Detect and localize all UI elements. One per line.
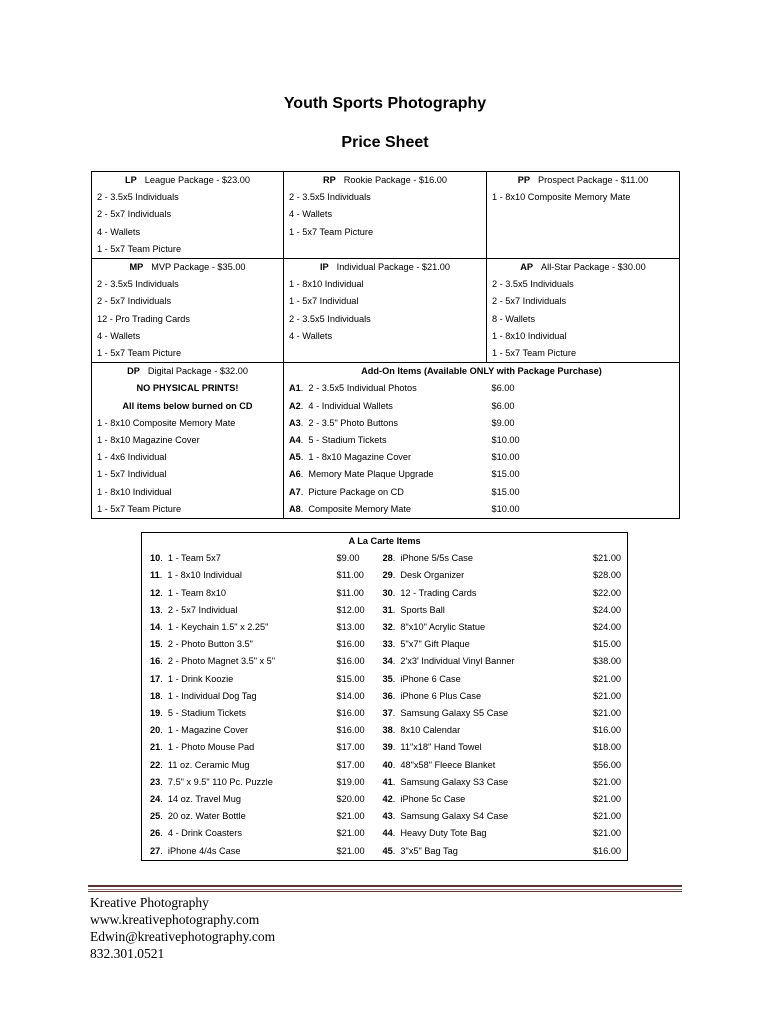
package-pp-header (487, 172, 680, 190)
package-item: 1 - 8x10 Magazine Cover (92, 432, 284, 449)
addon-item: A6. Memory Mate Plaque Upgrade (284, 466, 487, 483)
package-name: MVP Package - $35.00 (151, 262, 246, 273)
package-item (284, 241, 487, 259)
ala-carte-row (142, 619, 628, 636)
ala-carte-row (142, 774, 628, 791)
package-item: 8 - Wallets (487, 311, 680, 328)
ala-carte-item: 26. 4 - Drink Coasters (150, 828, 242, 839)
package-name: Prospect Package - $11.00 (538, 175, 649, 185)
addon-price: $10.00 (487, 501, 680, 519)
digital-note: NO PHYSICAL PRINTS! (92, 380, 284, 397)
package-item-row (92, 241, 680, 259)
ala-carte-header: A La Carte Items (348, 536, 421, 546)
package-item: 1 - 5x7 Team Picture (487, 345, 680, 363)
page-subtitle: Price Sheet (341, 134, 429, 151)
ala-carte-row (142, 636, 628, 653)
ala-carte-item: 37. Samsung Galaxy S5 Case (382, 708, 509, 719)
company-name: Kreative Photography (90, 895, 209, 910)
footer-divider (88, 891, 682, 892)
ala-carte-price: $20.00 (336, 794, 365, 805)
addon-item: A1. 2 - 3.5x5 Individual Photos (284, 380, 487, 397)
ala-carte-item: 44. Heavy Duty Tote Bag (382, 828, 487, 839)
package-ip-header (284, 259, 487, 277)
ala-carte-row (142, 808, 628, 825)
ala-carte-price: $21.00 (592, 708, 622, 719)
ala-carte-row (142, 550, 628, 567)
ala-carte-row (142, 791, 628, 808)
ala-carte-price: $16.00 (336, 639, 365, 650)
addon-row (92, 432, 680, 449)
package-item: 1 - 8x10 Composite Memory Mate (487, 189, 680, 206)
ala-carte-price: $21.00 (592, 673, 622, 684)
ala-carte-price: $28.00 (592, 570, 622, 581)
package-item: 1 - 5x7 Team Picture (92, 501, 284, 519)
package-item: 2 - 3.5x5 Individuals (487, 276, 680, 293)
ala-carte-item: 33. 5"x7" Gift Plaque (382, 639, 470, 650)
package-item: 4 - Wallets (284, 206, 487, 223)
package-name: Digital Package - $32.00 (147, 366, 248, 377)
ala-carte-price: $24.00 (592, 604, 622, 615)
addon-price: $9.00 (487, 415, 680, 432)
packages-table (91, 171, 680, 519)
ala-carte-price: $13.00 (336, 622, 365, 633)
addon-price: $15.00 (487, 466, 680, 483)
ala-carte-item: 10. 1 - Team 5x7 (150, 553, 221, 564)
package-item-row (92, 206, 680, 223)
addon-row (92, 484, 680, 501)
ala-carte-price: $21.00 (592, 828, 622, 839)
ala-carte-row (142, 653, 628, 670)
addon-row (92, 449, 680, 466)
package-item: 1 - 5x7 Team Picture (284, 224, 487, 241)
ala-carte-price: $38.00 (592, 656, 622, 667)
package-item: 1 - 8x10 Individual (487, 328, 680, 345)
package-name: League Package - $23.00 (144, 175, 250, 185)
digital-note: All items below burned on CD (92, 398, 284, 415)
ala-carte-item: 25. 20 oz. Water Bottle (150, 811, 246, 822)
ala-carte-item: 35. iPhone 6 Case (382, 673, 461, 684)
package-item: 1 - 4x6 Individual (92, 449, 284, 466)
ala-carte-item: 19. 5 - Stadium Tickets (150, 708, 247, 719)
package-name: Individual Package - $21.00 (336, 262, 451, 273)
ala-carte-price: $21.00 (592, 690, 622, 701)
package-lp-header (92, 172, 284, 190)
ala-carte-item: 36. iPhone 6 Plus Case (382, 690, 482, 701)
addons-header: Add-On Items (Available ONLY with Package Purchase) (284, 363, 680, 381)
ala-carte-row (142, 705, 628, 722)
package-mp-header (92, 259, 284, 277)
package-header-row (92, 259, 680, 277)
ala-carte-item: 45. 3"x5" Bag Tag (382, 845, 458, 856)
addon-row (92, 415, 680, 432)
ala-carte-price: $22.00 (592, 587, 622, 598)
addon-item: A4. 5 - Stadium Tickets (284, 432, 487, 449)
ala-carte-price: $9.00 (336, 553, 360, 564)
ala-carte-item: 31. Sports Ball (382, 604, 445, 615)
package-name: All-Star Package - $30.00 (541, 262, 646, 273)
package-item: 2 - 5x7 Individuals (92, 206, 284, 223)
addon-price: $6.00 (487, 398, 680, 415)
email-link[interactable]: Edwin@kreativephotography.com (90, 929, 276, 944)
ala-carte-item: 18. 1 - Individual Dog Tag (150, 690, 257, 701)
ala-carte-price: $21.00 (336, 828, 365, 839)
package-dp-header (92, 363, 284, 381)
package-item: 2 - 3.5x5 Individuals (92, 276, 284, 293)
ala-carte-price: $24.00 (592, 622, 622, 633)
package-code: PP (517, 175, 531, 185)
package-item: 2 - 5x7 Individuals (92, 293, 284, 310)
ala-carte-price: $15.00 (592, 639, 622, 650)
addon-item: A7. Picture Package on CD (284, 484, 487, 501)
ala-carte-price: $17.00 (336, 759, 365, 770)
addon-item: A3. 2 - 3.5" Photo Buttons (284, 415, 487, 432)
ala-carte-item: 11. 1 - 8x10 Individual (150, 570, 242, 581)
addon-price: $10.00 (487, 432, 680, 449)
ala-carte-row (142, 757, 628, 774)
ala-carte-table (141, 532, 628, 861)
package-item-row (92, 276, 680, 293)
ala-carte-price: $56.00 (592, 759, 622, 770)
ala-carte-item: 12. 1 - Team 8x10 (150, 587, 226, 598)
ala-carte-price: $16.00 (336, 725, 365, 736)
ala-carte-item: 34. 2'x3' Individual Vinyl Banner (382, 656, 515, 667)
ala-carte-item: 28. iPhone 5/5s Case (382, 553, 473, 564)
package-item-row (92, 189, 680, 206)
ala-carte-row (142, 688, 628, 705)
addon-price: $15.00 (487, 484, 680, 501)
ala-carte-row (142, 739, 628, 756)
ala-carte-row (142, 843, 628, 861)
ala-carte-price: $17.00 (336, 742, 365, 753)
package-item: 4 - Wallets (284, 328, 487, 345)
ala-carte-price: $16.00 (592, 725, 622, 736)
footer-contact (90, 894, 275, 962)
ala-carte-item: 30. 12 - Trading Cards (382, 587, 477, 598)
package-item: 4 - Wallets (92, 328, 284, 345)
addon-row (92, 501, 680, 519)
ala-carte-item: 38. 8x10 Calendar (382, 725, 461, 736)
package-code: LP (125, 175, 137, 185)
package-code: MP (129, 262, 144, 273)
package-header-row (92, 363, 680, 381)
ala-carte-item: 20. 1 - Magazine Cover (150, 725, 249, 736)
package-item-row (92, 224, 680, 241)
addon-item: A5. 1 - 8x10 Magazine Cover (284, 449, 487, 466)
ala-carte-price: $19.00 (336, 776, 365, 787)
package-item: 1 - 8x10 Individual (284, 276, 487, 293)
ala-carte-row (142, 671, 628, 688)
package-item (487, 241, 680, 259)
package-item: 1 - 8x10 Individual (92, 484, 284, 501)
ala-carte-item: 27. iPhone 4/4s Case (150, 845, 241, 856)
package-rp-header (284, 172, 487, 190)
ala-carte-row (142, 825, 628, 842)
ala-carte-item: 15. 2 - Photo Button 3.5" (150, 639, 253, 650)
addon-row (92, 380, 680, 397)
package-item-row (92, 293, 680, 310)
ala-carte-price: $21.00 (592, 794, 622, 805)
ala-carte-item: 17. 1 - Drink Koozie (150, 673, 234, 684)
package-item: 2 - 3.5x5 Individuals (284, 189, 487, 206)
package-item: 12 - Pro Trading Cards (92, 311, 284, 328)
ala-carte-item: 23. 7.5" x 9.5" 110 Pc. Puzzle (150, 776, 273, 787)
footer-divider (88, 889, 682, 890)
ala-carte-item: 40. 48"x58" Fleece Blanket (382, 759, 496, 770)
ala-carte-item: 21. 1 - Photo Mouse Pad (150, 742, 255, 753)
package-item (284, 345, 487, 363)
ala-carte-item: 42. iPhone 5c Case (382, 794, 466, 805)
ala-carte-item: 43. Samsung Galaxy S4 Case (382, 811, 509, 822)
package-code: AP (520, 262, 534, 273)
footer-divider (88, 885, 682, 887)
package-code: IP (319, 262, 329, 273)
addon-row (92, 466, 680, 483)
package-item-row (92, 328, 680, 345)
ala-carte-item: 22. 11 oz. Ceramic Mug (150, 759, 250, 770)
ala-carte-item: 13. 2 - 5x7 Individual (150, 604, 238, 615)
package-item (487, 206, 680, 223)
ala-carte-price: $11.00 (336, 587, 364, 598)
package-item: 2 - 5x7 Individuals (487, 293, 680, 310)
package-header-row (92, 172, 680, 190)
ala-carte-price: $16.00 (592, 845, 622, 856)
phone-number: 832.301.0521 (90, 946, 165, 961)
ala-carte-item: 29. Desk Organizer (382, 570, 465, 581)
ala-carte-price: $21.00 (592, 811, 622, 822)
addon-row (92, 398, 680, 415)
ala-carte-item: 41. Samsung Galaxy S3 Case (382, 776, 509, 787)
package-code: RP (323, 175, 336, 185)
addon-item: A8. Composite Memory Mate (284, 501, 487, 519)
addon-price: $6.00 (487, 380, 680, 397)
ala-carte-row (142, 602, 628, 619)
addon-price: $10.00 (487, 449, 680, 466)
ala-carte-row (142, 722, 628, 739)
ala-carte-item: 39. 11"x18" Hand Towel (382, 742, 482, 753)
package-item: 1 - 5x7 Individual (284, 293, 487, 310)
ala-carte-item: 32. 8"x10" Acrylic Statue (382, 622, 486, 633)
ala-carte-price: $15.00 (336, 673, 365, 684)
ala-carte-price: $16.00 (336, 656, 365, 667)
ala-carte-price: $21.00 (592, 776, 622, 787)
package-item: 1 - 5x7 Team Picture (92, 345, 284, 363)
package-item: 2 - 3.5x5 Individuals (92, 189, 284, 206)
package-item: 4 - Wallets (92, 224, 284, 241)
ala-carte-price: $21.00 (336, 845, 365, 856)
package-code: DP (127, 366, 140, 377)
page-title: Youth Sports Photography (283, 95, 487, 112)
ala-carte-item: 16. 2 - Photo Magnet 3.5" x 5" (150, 656, 276, 667)
ala-carte-price: $21.00 (336, 811, 365, 822)
package-item: 1 - 5x7 Team Picture (92, 241, 284, 259)
ala-carte-price: $14.00 (336, 690, 365, 701)
ala-carte-price: $12.00 (336, 604, 365, 615)
website-link[interactable]: www.kreativephotography.com (90, 912, 260, 927)
ala-carte-price: $16.00 (336, 708, 365, 719)
ala-carte-price: $18.00 (592, 742, 622, 753)
ala-carte-row (142, 567, 628, 584)
ala-carte-price: $11.00 (336, 570, 364, 581)
package-item: 1 - 8x10 Composite Memory Mate (92, 415, 284, 432)
ala-carte-price: $21.00 (592, 553, 622, 564)
package-item (487, 224, 680, 241)
ala-carte-item: 14. 1 - Keychain 1.5" x 2.25" (150, 622, 269, 633)
ala-carte-item: 24. 14 oz. Travel Mug (150, 794, 241, 805)
package-item: 1 - 5x7 Individual (92, 466, 284, 483)
package-ap-header (487, 259, 680, 277)
package-item: 2 - 3.5x5 Individuals (284, 311, 487, 328)
package-item-row (92, 311, 680, 328)
package-name: Rookie Package - $16.00 (343, 175, 447, 185)
addon-item: A2. 4 - Individual Wallets (284, 398, 487, 415)
ala-carte-row (142, 585, 628, 602)
package-item-row (92, 345, 680, 363)
